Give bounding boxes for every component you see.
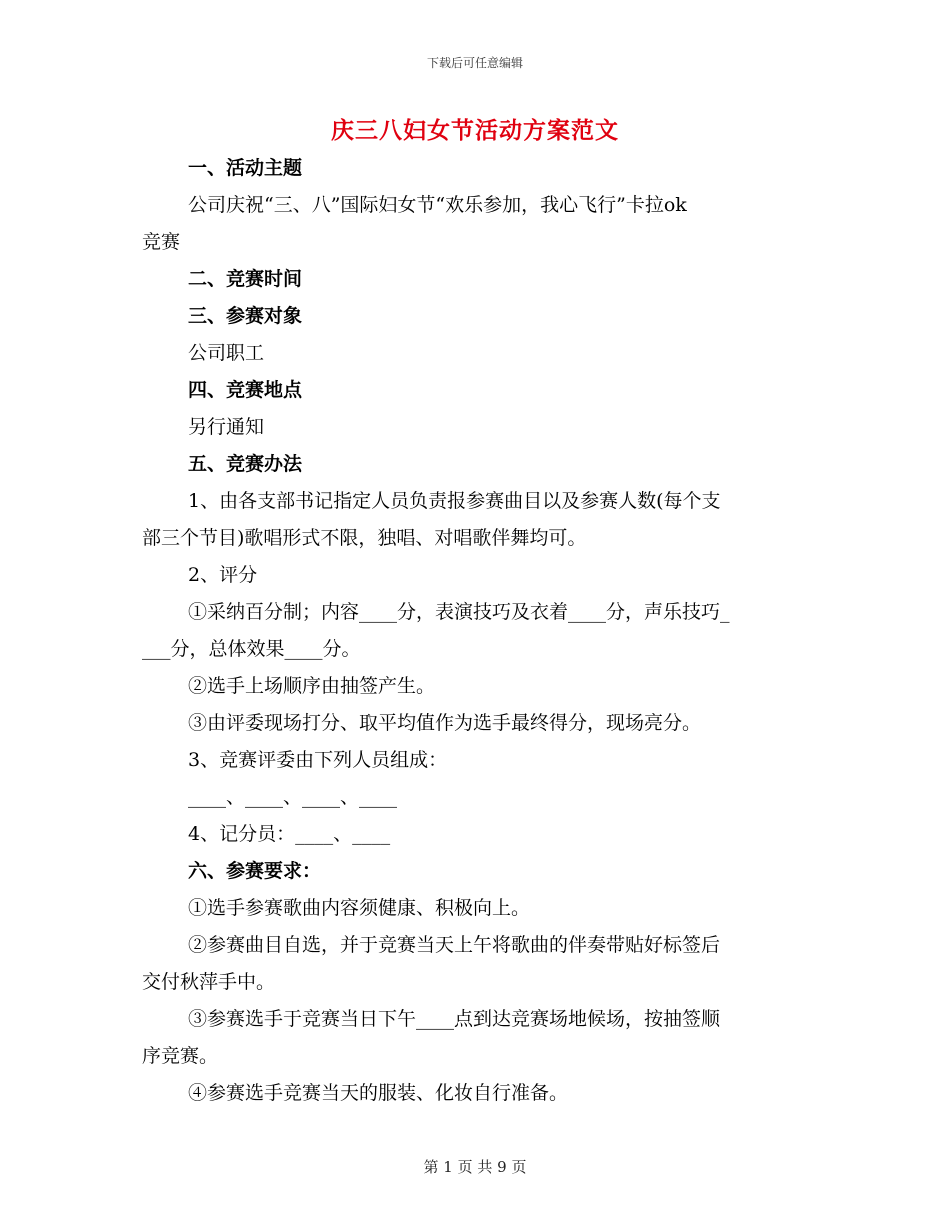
paragraph-requirement-3-line2: 序竞赛。 bbox=[142, 1045, 219, 1067]
paragraph-requirement-2-line1: ②参赛曲目自选，并于竞赛当天上午将歌曲的伴奏带贴好标签后 bbox=[188, 934, 721, 956]
section-heading-requirements: 六、参赛要求： bbox=[188, 860, 322, 882]
section-heading-theme: 一、活动主题 bbox=[188, 157, 303, 179]
paragraph-location: 另行通知 bbox=[188, 416, 265, 438]
section-heading-method: 五、竞赛办法 bbox=[188, 453, 303, 475]
paragraph-method-item2: 2、评分 bbox=[188, 564, 258, 586]
paragraph-requirement-3-line1: ③参赛选手于竞赛当日下午____点到达竞赛场地候场，按抽签顺 bbox=[188, 1008, 721, 1030]
paragraph-judges-blanks: ____、____、____、____ bbox=[188, 786, 398, 808]
paragraph-requirement-2-line2: 交付秋萍手中。 bbox=[142, 971, 276, 993]
paragraph-scoring-a-line1: ①采纳百分制；内容____分，表演技巧及衣着____分，声乐技巧_ bbox=[188, 601, 730, 623]
paragraph-method-item4: 4、记分员：____、____ bbox=[188, 823, 391, 845]
header-note: 下载后可任意编辑 bbox=[426, 56, 523, 70]
paragraph-theme-line2: 竞赛 bbox=[142, 231, 181, 253]
paragraph-scoring-c: ③由评委现场打分、取平均值作为选手最终得分，现场亮分。 bbox=[188, 712, 702, 734]
section-heading-location: 四、竞赛地点 bbox=[188, 379, 303, 401]
document-title: 庆三八妇女节活动方案范文 bbox=[331, 117, 619, 144]
paragraph-theme-line1: 公司庆祝“三、八”国际妇女节“欢乐参加，我心飞行”卡拉ok bbox=[188, 194, 687, 216]
page-number-footer: 第 1 页 共 9 页 bbox=[423, 1158, 527, 1176]
document-body bbox=[142, 150, 810, 1112]
paragraph-method-item1-line1: 1、由各支部书记指定人员负责报参赛曲目以及参赛人数(每个支 bbox=[188, 490, 721, 512]
paragraph-scoring-a-line2: ___分，总体效果____分。 bbox=[142, 638, 361, 660]
paragraph-requirement-1: ①选手参赛歌曲内容须健康、积极向上。 bbox=[188, 897, 531, 919]
section-heading-time: 二、竞赛时间 bbox=[188, 268, 303, 290]
paragraph-scoring-b: ②选手上场顺序由抽签产生。 bbox=[188, 675, 436, 697]
section-heading-participants: 三、参赛对象 bbox=[188, 305, 303, 327]
paragraph-method-item3: 3、竞赛评委由下列人员组成： bbox=[188, 749, 448, 771]
paragraph-requirement-4: ④参赛选手竞赛当天的服装、化妆自行准备。 bbox=[188, 1082, 569, 1104]
paragraph-method-item1-line2: 部三个节目)歌唱形式不限，独唱、对唱歌伴舞均可。 bbox=[142, 527, 587, 549]
paragraph-participants: 公司职工 bbox=[188, 342, 265, 364]
